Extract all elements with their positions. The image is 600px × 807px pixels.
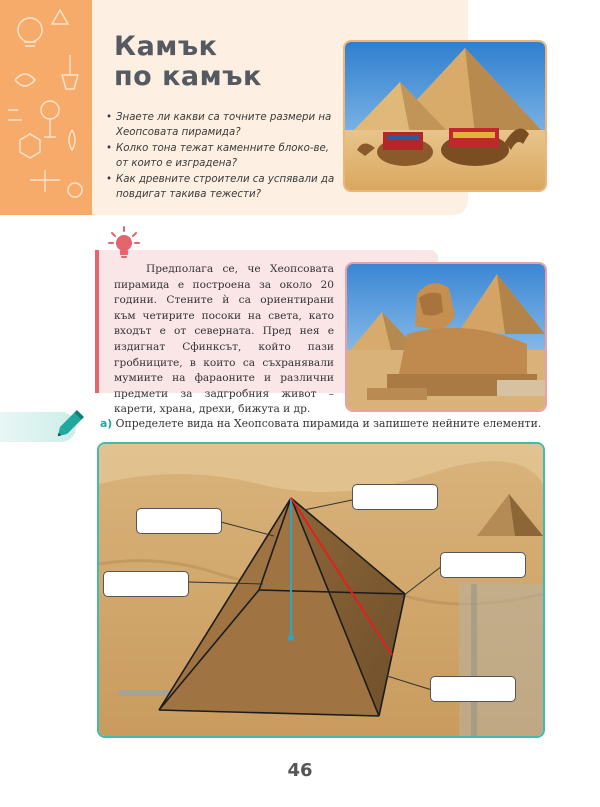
task-instruction (100, 417, 541, 430)
photo-sphinx (345, 262, 547, 412)
task-text: Определете вида на Хеопсовата пирамида и запишете нейните елементи. (115, 417, 542, 430)
answer-label-box[interactable] (430, 676, 516, 702)
question-item: • Колко тона тежат каменните блоко-ве, от които е изградена? (106, 141, 336, 171)
lightbulb-icon (108, 226, 140, 262)
info-accent-bar (95, 250, 99, 393)
answer-label-box[interactable] (440, 552, 526, 578)
question-item: • Как древните строители са успявали да повдигат такива тежести? (106, 172, 336, 202)
question-list (106, 110, 336, 203)
decorative-pattern (0, 0, 92, 215)
page-number: 46 (287, 760, 313, 781)
title-line-1: Камък (114, 31, 218, 62)
title-line-2: по камък (114, 61, 262, 92)
pencil-icon (54, 404, 90, 440)
page-title (114, 32, 262, 92)
question-item: • Знаете ли какви са точните размери на Хеопсовата пирамида? (106, 110, 336, 140)
task-letter: а) (100, 417, 113, 430)
photo-pyramids-camels (343, 40, 547, 192)
answer-label-box[interactable] (136, 508, 222, 534)
info-paragraph: Предполага се, че Хеопсовата пирамида е построена за около 20 години. Стените ѝ са ориентирани към четирите посоки на света, като входът е от северната. Пред нея е издигнат Сфинксът, който пази гробниците, в които са съхранявали мумиите на фараоните и различни предмети за задгробния живот – карети, храна, дрехи, бижута и др. (114, 263, 334, 416)
answer-label-box[interactable] (103, 571, 189, 597)
answer-label-box[interactable] (352, 484, 438, 510)
